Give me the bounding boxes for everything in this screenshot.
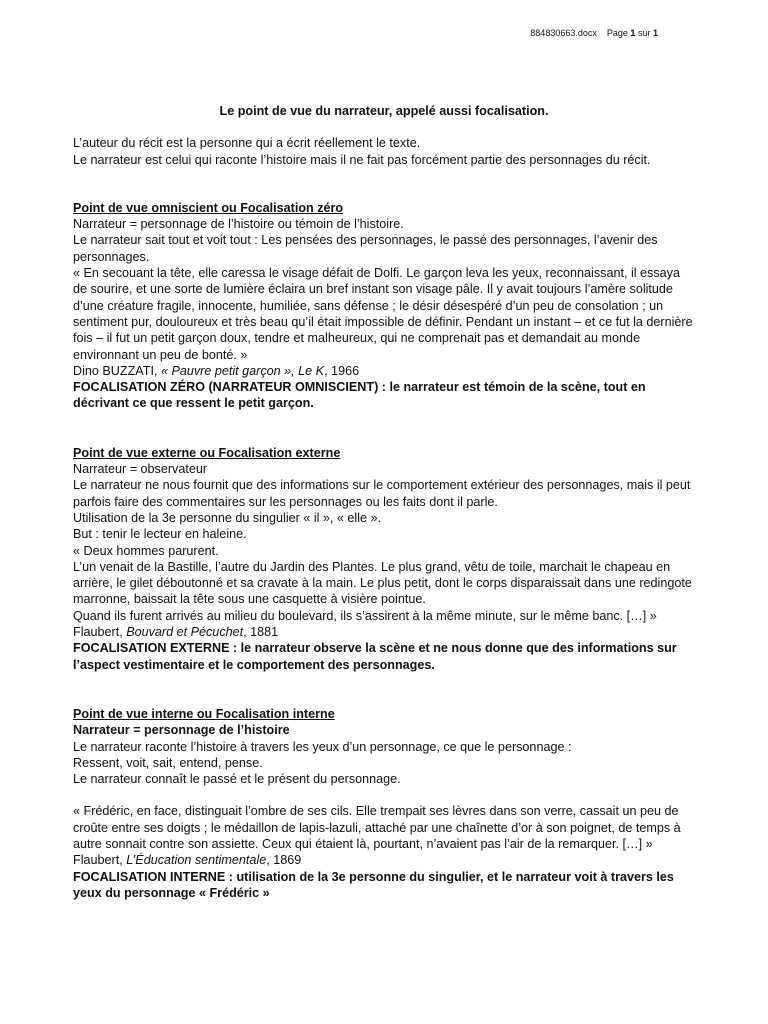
externe-source: Flaubert, Bouvard et Pécuchet, 1881 bbox=[73, 625, 279, 640]
interne-source: Flaubert, L’Éducation sentimentale, 1869 bbox=[73, 853, 302, 868]
intro-line-2: Le narrateur est celui qui raconte l’histoire mais il ne fait pas forcément partie des personnages du récit. bbox=[73, 152, 651, 167]
externe-line-1: Narrateur = observateur bbox=[73, 462, 208, 477]
omniscient-source: Dino BUZZATI, « Pauvre petit garçon », Le K, 1966 bbox=[73, 363, 360, 378]
document-body bbox=[73, 103, 695, 901]
section-heading-interne: Point de vue interne ou Focalisation interne bbox=[73, 706, 335, 721]
filename: 884830663.docx bbox=[530, 28, 597, 38]
interne-line-4: Le narrateur connaît le passé et le présent du personnage. bbox=[73, 772, 401, 787]
page-of: sur bbox=[637, 28, 651, 38]
externe-conclusion: FOCALISATION EXTERNE : le narrateur observe la scène et ne nous donne que des informations sur l’aspect vestimentaire et le comportement des personnages. bbox=[73, 641, 677, 672]
interne-line-1: Narrateur = personnage de l’histoire bbox=[73, 723, 290, 738]
page-total: 1 bbox=[652, 28, 658, 38]
externe-line-3: Utilisation de la 3e personne du singulier « il », « elle ». bbox=[73, 510, 382, 525]
interne-line-2: Le narrateur raconte l’histoire à travers les yeux d’un personnage, ce que le personnage : bbox=[73, 739, 572, 754]
omniscient-line-1: Narrateur = personnage de l’histoire ou témoin de l’histoire. bbox=[73, 217, 404, 232]
omniscient-line-2: Le narrateur sait tout et voit tout : Les pensées des personnages, le passé des personnages, l’avenir des personnages. bbox=[73, 233, 658, 264]
externe-line-2: Le narrateur ne nous fournit que des informations sur le comportement extérieur des personnages, mais il peut parfois faire des commentaires sur les personnages ou les faits dont il parle. bbox=[73, 478, 691, 509]
section-heading-externe: Point de vue externe ou Focalisation externe bbox=[73, 445, 341, 460]
page-current: 1 bbox=[630, 28, 636, 38]
interne-quote: « Frédéric, en face, distinguait l’ombre de ses cils. Elle trempait ses lèvres dans son verre, cassait un peu de croûte entre ses doigts ; le médaillon de lapis-lazuli, attaché par une chaînette d’or à son poignet, de temps à autre sonnait contre son assiette. Ceux qui étaient là, pourtant, n’avaient pas l’air de la remarquer. […] » bbox=[73, 804, 681, 851]
interne-line-3: Ressent, voit, sait, entend, pense. bbox=[73, 755, 263, 770]
omniscient-conclusion: FOCALISATION ZÉRO (NARRATEUR OMNISCIENT) : le narrateur est témoin de la scène, tout en décrivant ce que ressent le petit garçon. bbox=[73, 380, 646, 411]
intro-line-1: L’auteur du récit est la personne qui a écrit réellement le texte. bbox=[73, 136, 421, 151]
page-header bbox=[530, 27, 658, 39]
document-title: Le point de vue du narrateur, appelé aussi focalisation. bbox=[219, 104, 549, 118]
interne-conclusion: FOCALISATION INTERNE : utilisation de la 3e personne du singulier, et le narrateur voit à travers les yeux du personnage « Frédéric » bbox=[73, 869, 674, 900]
omniscient-quote: « En secouant la tête, elle caressa le visage défait de Dolfi. Le garçon leva les yeux, reconnaissant, il essaya de sourire, et une sorte de lumière éclaira un bref instant son visage pâle. Il y avait toujours l’amère solitude d’une créature fragile, innocente, humiliée, sans défense ; le désir désespéré d’un peu de consolation ; un sentiment pur, douloureux et très beau qu’il était impossible de définir. Pendant un instant – et ce fut la dernière fois – il fut un petit garçon doux, tendre et malheureux, qui ne comprenait pas et demandait au monde environnant un peu de bonté. » bbox=[73, 266, 693, 362]
externe-line-4: But : tenir le lecteur en haleine. bbox=[73, 527, 247, 542]
externe-quote-2: L’un venait de la Bastille, l’autre du Jardin des Plantes. Le plus grand, vêtu de toile, marchait le chapeau en arrière, le gilet déboutonné et sa cravate à la main. Le plus petit, dont le corps disparaissait dans une redingote marronne, baissait la tête sous une casquette à visière pointue. bbox=[73, 559, 692, 607]
externe-quote-3: Quand ils furent arrivés au milieu du boulevard, ils s’assirent à la même minute, sur le même banc. […] » bbox=[73, 608, 657, 623]
page-label: Page bbox=[606, 28, 628, 38]
externe-quote-1: « Deux hommes parurent. bbox=[73, 543, 219, 558]
section-heading-omniscient: Point de vue omniscient ou Focalisation zéro bbox=[73, 200, 344, 215]
